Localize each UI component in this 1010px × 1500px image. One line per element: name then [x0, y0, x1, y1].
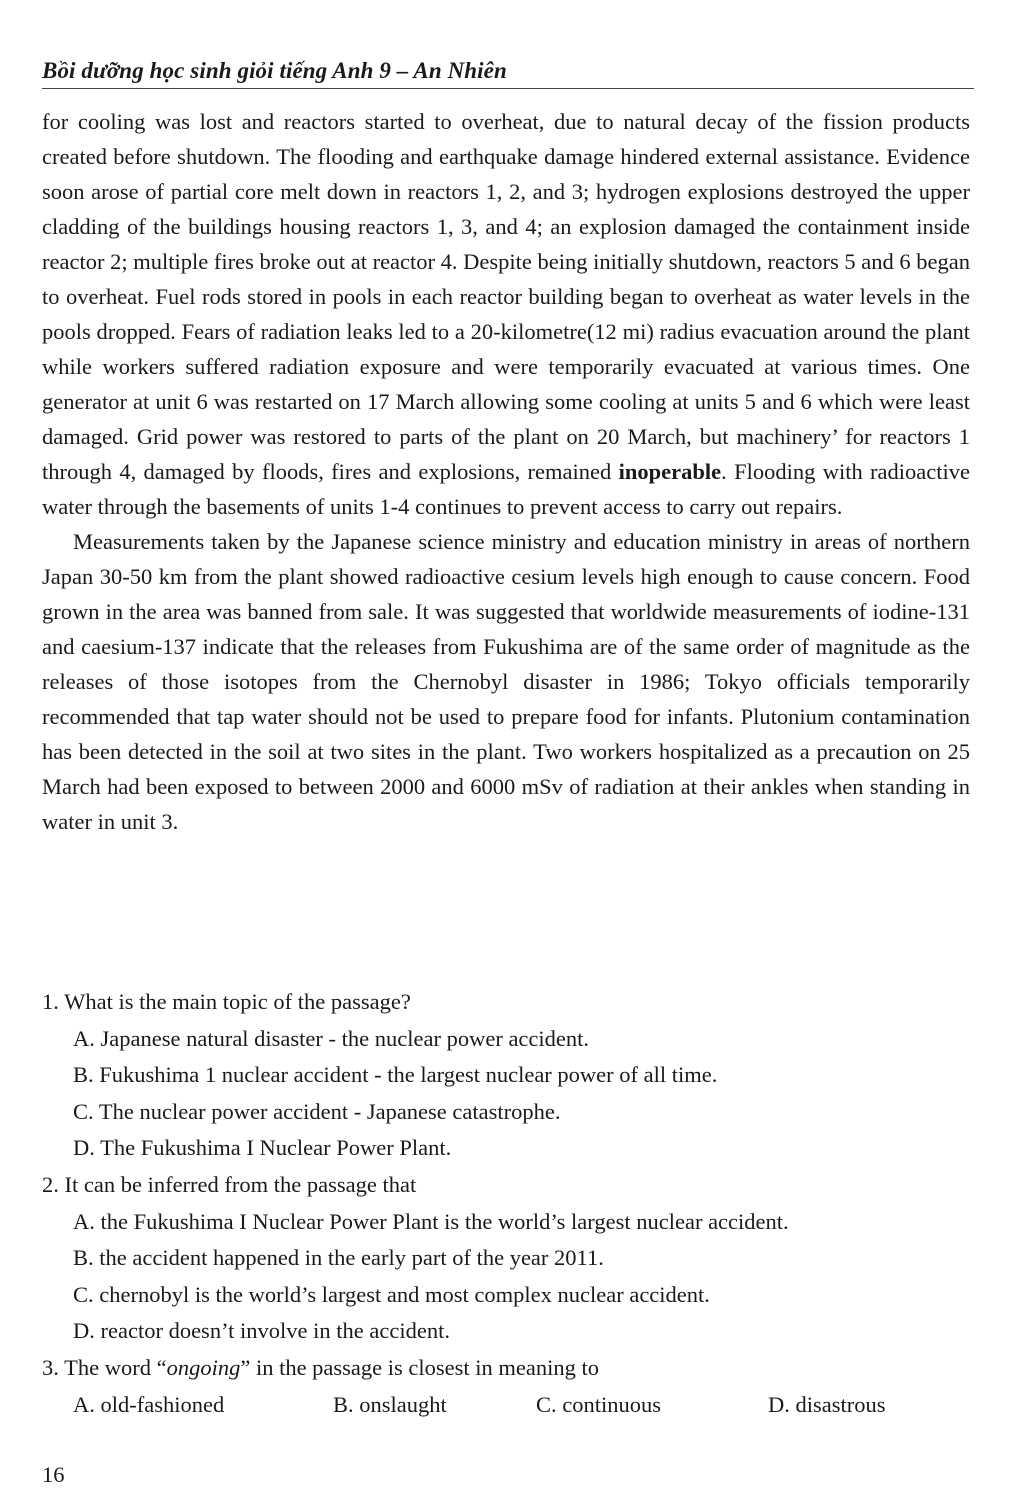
option-d: D. disastrous: [768, 1391, 886, 1417]
question-stem-part: 3. The word “: [42, 1354, 167, 1380]
reading-passage: [42, 104, 970, 839]
question-3: [42, 1350, 970, 1423]
option-c: C. chernobyl is the world’s largest and most complex nuclear accident.: [73, 1281, 710, 1307]
header-title: Bồi dưỡng học sinh giỏi tiếng Anh 9 – An Nhiên: [42, 58, 507, 83]
question-stem: 1. What is the main topic of the passage?: [42, 989, 411, 1014]
page-number: 16: [42, 1462, 65, 1487]
option-b: B. the accident happened in the early part of the year 2011.: [73, 1245, 604, 1271]
passage-paragraph-1: [42, 104, 970, 524]
option-b: B. Fukushima 1 nuclear accident - the largest nuclear power of all time.: [73, 1062, 718, 1088]
question-list: [42, 984, 970, 1423]
passage-bold-word: inoperable: [618, 459, 722, 484]
question-stem: 2. It can be inferred from the passage that: [42, 1171, 417, 1197]
option-c: C. The nuclear power accident - Japanese catastrophe.: [73, 1098, 561, 1124]
passage-p1-text-a: for cooling was lost and reactors started to overheat, due to natural decay of the fission products created before shutdown. The flooding and earthquake damage hindered external assistance. Evidence soon arose of partial core melt down in reactors 1, 2, and 3; hydrogen explosions destroyed the upper cladding of the buildings housing reactors 1, 3, and 4; an explosion damaged the containment inside reactor 2; multiple fires broke out at reactor 4. Despite being initially shutdown, reactors 5 and 6 began to overheat. Fuel rods stored in pools in each reactor building began to overheat as water levels in the pools dropped. Fears of radiation leaks led to a 20-kilometre(12 mi) radius evacuation around the plant while workers suffered radiation exposure and were temporarily evacuated at various times. One generator at unit 6 was restarted on 17 March allowing some cooling at units 5 and 6 which were least damaged. Grid power was restored to parts of the plant on 20 March, but machinery’ for reactors 1 through 4, damaged by floods, fires and explosions, remained: [42, 109, 970, 484]
option-a: A. the Fukushima I Nuclear Power Plant is the world’s largest nuclear accident.: [73, 1208, 789, 1234]
option-d: D. The Fukushima I Nuclear Power Plant.: [73, 1135, 452, 1161]
passage-paragraph-2: Measurements taken by the Japanese science ministry and education ministry in areas of northern Japan 30-50 km from the plant showed radioactive cesium levels high enough to cause concern. Food grown in the area was banned from sale. It was suggested that worldwide measurements of iodine-131 and caesium-137 indicate that the releases from Fukushima are of the same order of magnitude as the releases of those isotopes from the Chernobyl disaster in 1986; Tokyo officials temporarily recommended that tap water should not be used to prepare food for infants. Plutonium contamination has been detected in the soil at two sites in the plant. Two workers hospitalized as a precaution on 25 March had been exposed to between 2000 and 6000 mSv of radiation at their ankles when standing in water in unit 3.: [42, 529, 970, 834]
question-1: [42, 984, 970, 1167]
passage-p1-text-b: . Flooding with radioactive water through the basements of units 1-4 continues to prevent access to carry out repairs.: [42, 459, 970, 519]
question-keyword: ongoing: [166, 1354, 241, 1380]
option-row: [42, 1387, 970, 1424]
question-stem: [42, 1350, 970, 1387]
question-2: [42, 1167, 970, 1350]
running-header: [42, 58, 974, 89]
option-c: C. continuous: [536, 1391, 662, 1417]
option-b: B. onslaught: [333, 1391, 447, 1417]
question-stem-part: ” in the passage is closest in meaning to: [240, 1354, 599, 1380]
option-a: A. Japanese natural disaster - the nuclear power accident.: [73, 1025, 590, 1051]
option-a: A. old-fashioned: [73, 1391, 225, 1417]
option-d: D. reactor doesn’t involve in the accident.: [73, 1318, 450, 1344]
